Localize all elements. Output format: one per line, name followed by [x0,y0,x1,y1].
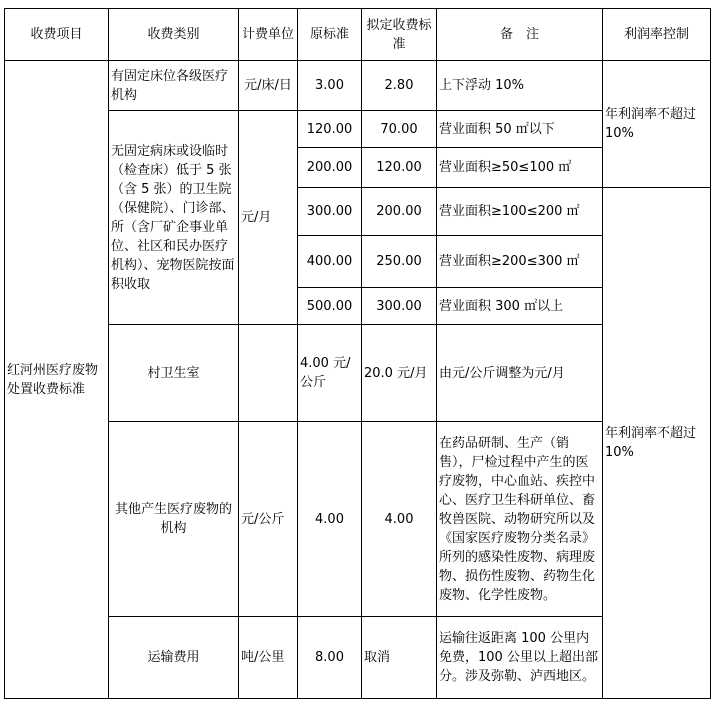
profit-cell-top: 年利润率不超过 10% [603,61,711,188]
orig-cell: 400.00 [298,236,362,288]
category-cell: 其他产生医疗废物的机构 [109,422,239,617]
proposed-cell: 200.00 [362,188,437,236]
profit-cell-bottom: 年利润率不超过 10% [603,188,711,699]
header-row [5,9,711,61]
header-profit: 利润率控制 [603,9,711,61]
proposed-cell: 300.00 [362,288,437,325]
proposed-cell: 250.00 [362,236,437,288]
note-cell: 营业面积≥50≤100 ㎡ [437,148,603,188]
note-cell: 营业面积≥200≤300 ㎡ [437,236,603,288]
note-cell: 在药品研制、生产（销售），尸检过程中产生的医疗废物，中心血站、疾控中心、医疗卫生科研单位、畜牧兽医院、动物研究所以及《国家医疗废物分类名录》所列的感染性废物、病理废物、损伤性废物、药物生化废物、化学性废物。 [437,422,603,617]
unit-cell: 元/床/日 [239,61,298,111]
orig-cell: 300.00 [298,188,362,236]
note-cell: 运输往返距离 100 公里内免费，100 公里以上超出部分。涉及弥勒、泸西地区。 [437,617,603,699]
proposed-cell: 20.0 元/月 [362,325,437,422]
header-unit: 计费单位 [239,9,298,61]
unit-cell: 吨/公里 [239,617,298,699]
orig-cell: 8.00 [298,617,362,699]
orig-cell: 120.00 [298,111,362,148]
note-cell: 营业面积≥100≤200 ㎡ [437,188,603,236]
category-cell: 村卫生室 [109,325,239,422]
item-name-cell: 红河州医疗废物处置收费标准 [5,61,109,699]
proposed-cell: 2.80 [362,61,437,111]
header-orig: 原标准 [298,9,362,61]
category-cell: 无固定病床或设临时（检查床）低于 5 张（含 5 张）的卫生院（保健院）、门诊部、所（含厂矿企事业单位、社区和民办医疗机构）、宠物医院按面积收取 [109,111,239,325]
orig-cell: 500.00 [298,288,362,325]
header-category: 收费类别 [109,9,239,61]
category-cell: 有固定床位各级医疗机构 [109,61,239,111]
orig-cell: 4.00 [298,422,362,617]
note-cell: 营业面积 50 ㎡以下 [437,111,603,148]
proposed-cell: 120.00 [362,148,437,188]
proposed-cell: 4.00 [362,422,437,617]
note-cell: 由元/公斤调整为元/月 [437,325,603,422]
unit-cell: 元/月 [239,111,298,325]
note-cell: 上下浮动 10% [437,61,603,111]
unit-cell: 元/公斤 [239,422,298,617]
fee-standard-table [4,8,711,699]
orig-cell: 3.00 [298,61,362,111]
note-cell: 营业面积 300 ㎡以上 [437,288,603,325]
header-note: 备 注 [437,9,603,61]
proposed-cell: 70.00 [362,111,437,148]
orig-cell: 4.00 元/公斤 [298,325,362,422]
table-row [5,61,711,111]
unit-cell [239,325,298,422]
header-item: 收费项目 [5,9,109,61]
orig-cell: 200.00 [298,148,362,188]
proposed-cell: 取消 [362,617,437,699]
category-cell: 运输费用 [109,617,239,699]
header-proposed: 拟定收费标准 [362,9,437,61]
